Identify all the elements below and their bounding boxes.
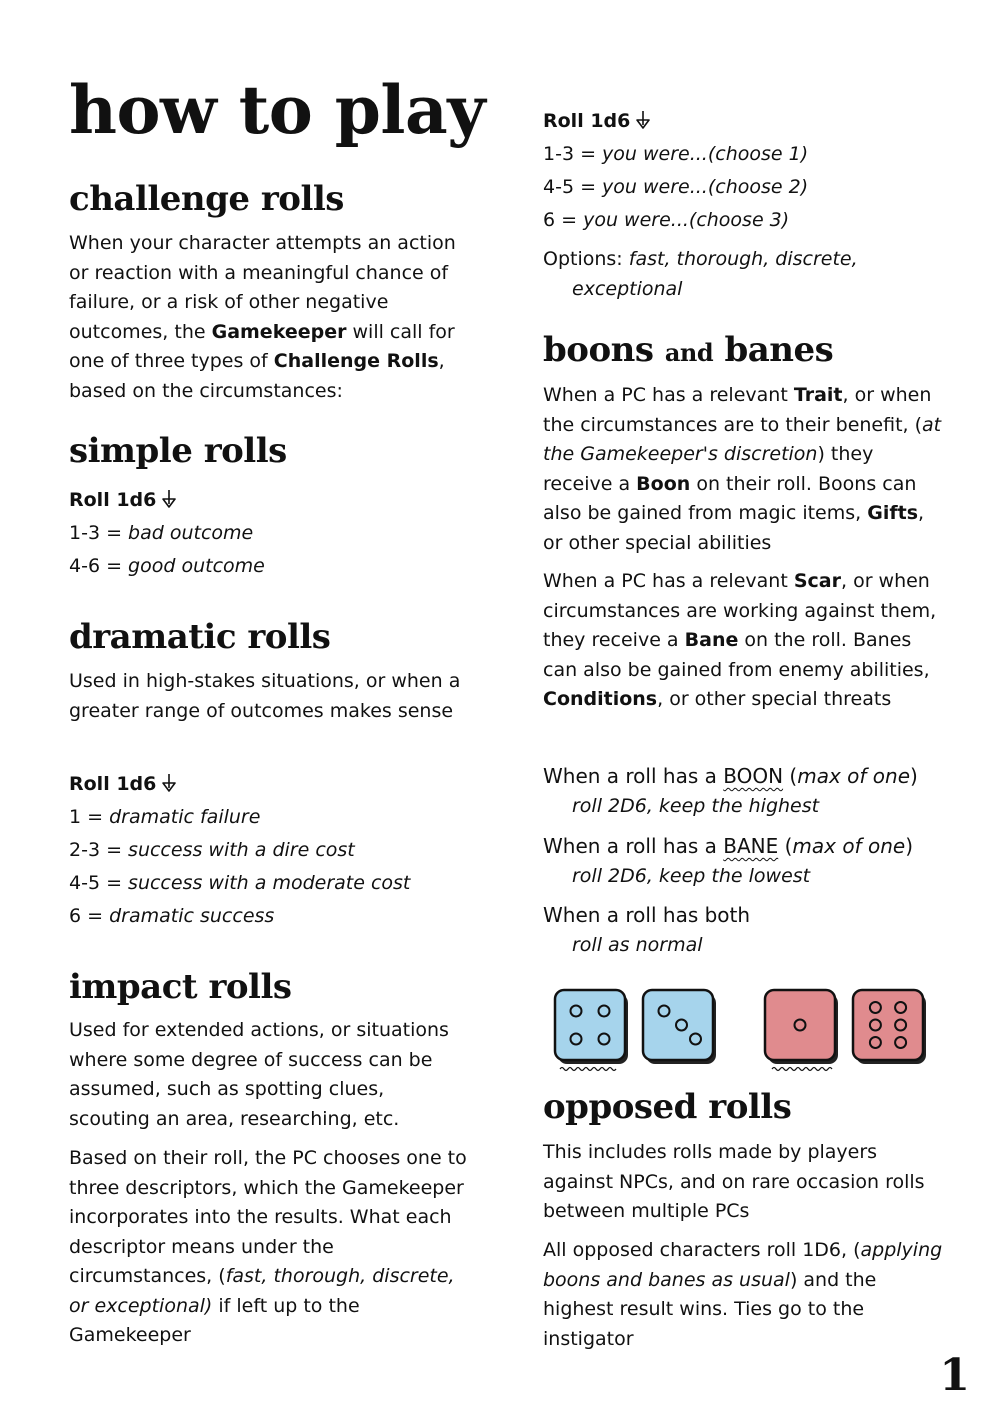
arrow-down-icon — [162, 773, 176, 793]
boon-rule: When a roll has a BOON (max of one) roll 2D6, keep the highest — [543, 764, 918, 817]
boons-text: When a PC has a relevant Trait, or when the circumstances are to their benefit, (at the Gamekeeper's discretion) they receive a Boon on their roll. Boons can also be gained from magic items, Gifts, or other special abilities — [543, 384, 942, 554]
simple-roll-row: 1-3 = bad outcome — [69, 522, 254, 544]
impact-rolls-text: Used for extended actions, or situations where some degree of success can be assumed, such as spotting clues, scouting an area, researching, etc. — [69, 1019, 449, 1130]
die-face — [765, 990, 835, 1060]
opposed-rolls-heading: opposed rolls — [543, 1087, 792, 1127]
boons-banes-heading: boons and banes — [543, 330, 834, 370]
challenge-rolls-heading: challenge rolls — [69, 179, 344, 219]
simple-roll-row: 4-6 = good outcome — [69, 555, 265, 577]
die-face — [643, 990, 713, 1060]
bane-rule: When a roll has a BANE (max of one) roll 2D6, keep the lowest — [543, 834, 913, 887]
opposed-rolls-text: This includes rolls made by players against NPCs, and on rare occasion rolls between multiple PCs — [543, 1141, 925, 1222]
banes-text: When a PC has a relevant Scar, or when circumstances are working against them, they receive a Bane on the roll. Banes can also be gained from enemy abilities, Conditions, or other special threats — [543, 570, 937, 710]
impact-roll-block — [543, 105, 808, 237]
bane-squiggle — [772, 1068, 832, 1071]
dramatic-roll-row: 1 = dramatic failure — [69, 806, 261, 828]
impact-roll-row: 1-3 = you were...(choose 1) — [543, 143, 809, 165]
simple-roll-block — [69, 484, 265, 583]
impact-roll-row: 4-5 = you were...(choose 2) — [543, 176, 809, 198]
dramatic-roll-row: 6 = dramatic success — [69, 905, 275, 927]
arrow-down-icon — [636, 110, 650, 130]
dramatic-roll-block — [69, 768, 410, 933]
impact-roll-label: Roll 1d6 — [543, 105, 808, 138]
impact-roll-row: 6 = you were...(choose 3) — [543, 209, 790, 231]
page-title: how to play — [69, 71, 486, 149]
dramatic-rolls-heading: dramatic rolls — [69, 617, 331, 657]
dramatic-roll-row: 4-5 = success with a moderate cost — [69, 872, 411, 894]
dice-illustration — [545, 985, 935, 1075]
dramatic-roll-row: 2-3 = success with a dire cost — [69, 839, 355, 861]
boon-squiggle — [560, 1068, 616, 1071]
arrow-down-icon — [162, 489, 176, 509]
impact-rolls-heading: impact rolls — [69, 967, 292, 1007]
opposed-rolls-resolution: All opposed characters roll 1D6, (applying boons and banes as usual) and the highest result wins. Ties go to the instigator — [543, 1239, 943, 1350]
simple-rolls-heading: simple rolls — [69, 431, 287, 471]
dramatic-rolls-intro: Used in high-stakes situations, or when a greater range of outcomes makes sense — [69, 670, 461, 722]
die-face — [555, 990, 625, 1060]
simple-roll-label: Roll 1d6 — [69, 484, 265, 517]
challenge-rolls-text: When your character attempts an action or reaction with a meaningful chance of failure, or a risk of other negative outcomes, the Gamekeeper will call for one of three types of Challenge Rolls, based on the circumstances: — [69, 232, 456, 402]
impact-rolls-descriptors: Based on their roll, the PC chooses one to three descriptors, which the Gamekeeper incorporates into the results. What each descriptor means under the circumstances, (fast, thorough, discrete, or exceptional) if left up to the Gamekeeper — [69, 1147, 467, 1346]
impact-options: Options: fast, thorough, discrete, exceptional — [543, 248, 858, 300]
dramatic-roll-label: Roll 1d6 — [69, 768, 410, 801]
both-rule: When a roll has both roll as normal — [543, 903, 751, 956]
page-number: 1 — [939, 1350, 970, 1401]
die-face — [853, 990, 923, 1060]
